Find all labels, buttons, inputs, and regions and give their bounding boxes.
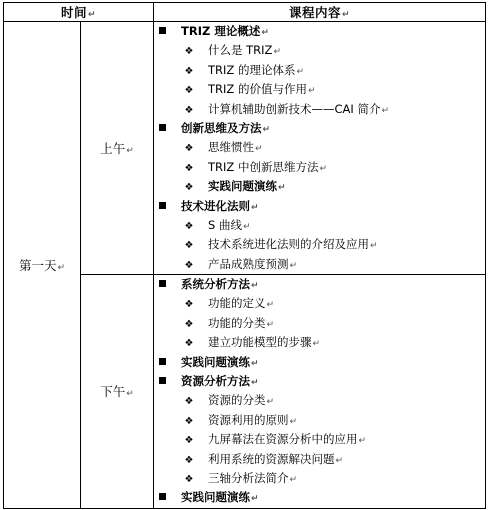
paragraph-mark: ↵ [255,144,263,155]
item-text: 九屏幕法在资源分析中的应用 [208,432,358,447]
course-schedule-table [3,2,486,509]
item-text: 实践问题演练 [181,490,250,505]
list-item [154,61,485,80]
section-heading [154,353,485,372]
list-item [154,100,485,119]
list-item [154,314,485,333]
morning-row [4,22,486,275]
list-item [154,391,485,410]
square-bullet-icon [159,202,166,209]
square-bullet-icon [159,358,166,365]
paragraph-mark: ↵ [261,28,269,38]
paragraph-mark: ↵ [251,202,259,213]
diamond-bullet-icon: ❖ [184,415,194,427]
diamond-bullet-icon: ❖ [184,143,194,155]
diamond-bullet-icon: ❖ [184,454,194,466]
paragraph-mark: ↵ [251,378,259,389]
item-text: 资源的分类 [208,393,266,408]
section-heading [154,22,485,41]
list-item [154,138,485,157]
item-text: 产品成熟度预测 [208,256,289,271]
paragraph-mark: ↵ [319,163,327,174]
diamond-bullet-icon: ❖ [184,318,194,330]
item-text: 实践问题演练 [208,179,277,194]
item-text: TRIZ 理论概述 [181,24,261,38]
day-label: 第一天 [18,257,57,273]
diamond-bullet-icon: ❖ [184,65,194,77]
item-text: S 曲线 [208,217,242,232]
item-text: 思维惯性 [208,140,254,155]
diamond-bullet-icon: ❖ [184,46,194,58]
square-bullet-icon [159,27,166,34]
list-item [154,469,485,488]
square-bullet-icon [159,493,166,500]
diamond-bullet-icon: ❖ [184,259,194,271]
item-text: 实践问题演练 [181,354,250,369]
item-text: 创新思维及方法 [181,120,262,135]
list-item [154,411,485,430]
list-item [154,80,485,99]
paragraph-mark: ↵ [335,455,344,466]
square-bullet-icon [159,124,166,131]
diamond-bullet-icon: ❖ [184,220,194,232]
paragraph-mark: ↵ [242,221,251,232]
section-heading [154,197,485,216]
paragraph-mark: ↵ [358,436,367,447]
item-text: TRIZ 中创新思维方法 [208,159,319,174]
paragraph-mark: ↵ [341,10,351,20]
item-text: 利用系统的资源解决问题 [208,451,335,466]
item-text: 功能的分类 [208,315,266,330]
paragraph-mark: ↵ [289,260,298,271]
paragraph-mark: ↵ [307,86,316,97]
item-text: TRIZ 的价值与作用 [208,82,307,97]
paragraph-mark: ↵ [126,389,134,400]
item-text: 计算机辅助创新技术——CAI 简介 [208,101,381,116]
paragraph-mark: ↵ [266,397,275,408]
day-cell [4,22,81,509]
section-heading [154,372,485,391]
item-text: 三轴分析法简介 [208,470,289,485]
morning-content-cell [154,22,486,275]
afternoon-label: 下午 [100,384,126,400]
paragraph-mark: ↵ [296,66,304,77]
list-item [154,333,485,352]
diamond-bullet-icon: ❖ [184,473,194,485]
item-text: 技术系统进化法则的介绍及应用 [208,237,369,252]
paragraph-mark: ↵ [266,300,275,311]
list-item [154,158,485,177]
paragraph-mark: ↵ [251,358,259,369]
item-text: 功能的定义 [208,296,266,311]
time-header [4,3,154,22]
diamond-bullet-icon: ❖ [184,182,194,194]
diamond-bullet-icon: ❖ [184,240,194,252]
square-bullet-icon [159,280,166,287]
diamond-bullet-icon: ❖ [184,104,194,116]
paragraph-mark: ↵ [87,10,97,20]
diamond-bullet-icon: ❖ [184,338,194,350]
paragraph-mark: ↵ [273,47,281,58]
paragraph-mark: ↵ [289,416,298,427]
diamond-bullet-icon: ❖ [184,162,194,174]
paragraph-mark: ↵ [57,262,66,273]
list-item [154,294,485,313]
list-item [154,450,485,469]
morning-slot-cell [81,22,154,275]
item-text: 什么是 TRIZ [208,43,273,58]
afternoon-slot-cell [81,275,154,509]
diamond-bullet-icon: ❖ [184,299,194,311]
list-item [154,177,485,196]
list-item [154,430,485,449]
list-item [154,255,485,274]
item-text: 建立功能模型的步骤 [208,335,312,350]
morning-label: 上午 [100,141,126,157]
diamond-bullet-icon: ❖ [184,396,194,408]
section-heading [154,275,485,294]
paragraph-mark: ↵ [289,474,298,485]
paragraph-mark: ↵ [126,146,134,157]
paragraph-mark: ↵ [370,241,378,252]
item-text: 技术进化法则 [181,198,250,213]
list-item [154,216,485,235]
list-item [154,235,485,254]
square-bullet-icon [159,377,166,384]
diamond-bullet-icon: ❖ [184,85,194,97]
paragraph-mark: ↵ [381,105,389,116]
header-row [4,3,486,22]
list-item [154,41,485,60]
item-text: 资源利用的原则 [208,412,289,427]
afternoon-content-cell [154,275,486,509]
section-heading [154,488,485,507]
item-text: TRIZ 的理论体系 [208,62,296,77]
item-text: 系统分析方法 [181,277,250,292]
section-heading [154,119,485,138]
item-text: 资源分析方法 [181,374,250,389]
paragraph-mark: ↵ [266,319,275,330]
paragraph-mark: ↵ [278,183,286,194]
paragraph-mark: ↵ [251,281,259,292]
paragraph-mark: ↵ [251,494,259,505]
content-header-label: 课程内容 [288,5,341,20]
paragraph-mark: ↵ [312,339,321,350]
time-header-label: 时间 [60,5,87,20]
paragraph-mark: ↵ [262,124,271,135]
diamond-bullet-icon: ❖ [184,435,194,447]
content-header [154,3,486,22]
